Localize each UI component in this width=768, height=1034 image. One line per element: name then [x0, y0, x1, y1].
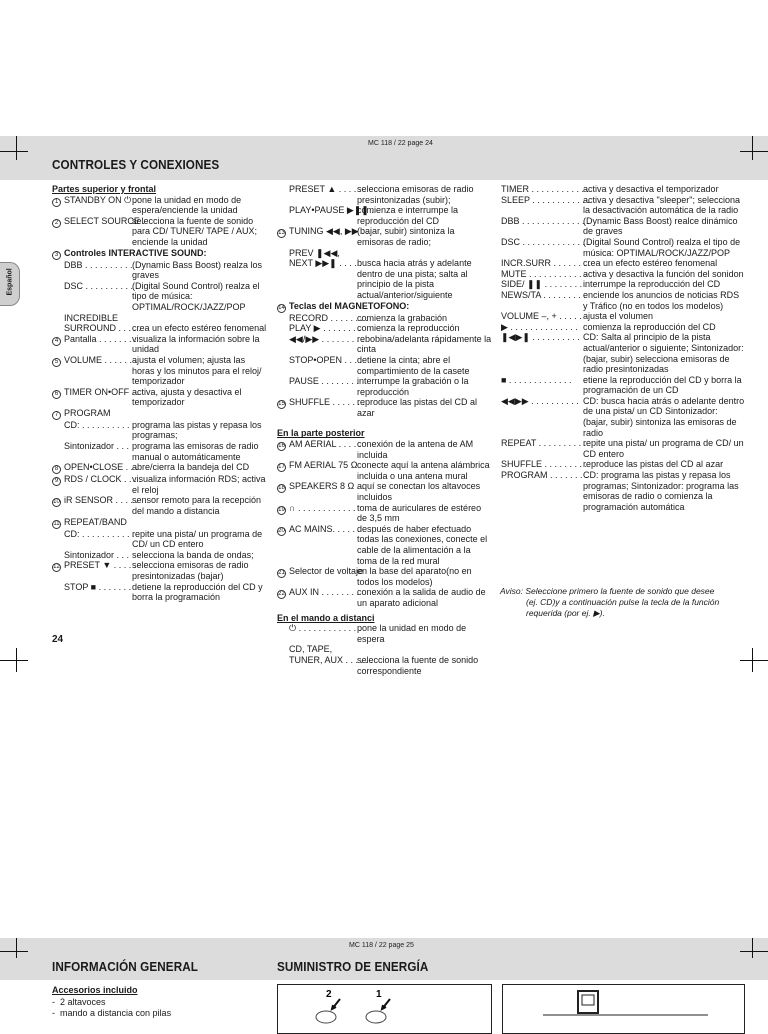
item-description: selecciona la fuente de sonido correspondiente	[357, 654, 479, 676]
item-description: CD: busca hacia atrás o adelante dentro de una pista/ un CD Sintonizador: (bajar, subir) sintoniza las emisoras de radio	[583, 395, 745, 438]
item-description: pone la unidad en modo de espera	[357, 623, 467, 644]
page-number: 24	[52, 634, 64, 645]
list-item	[501, 375, 745, 396]
list-item	[52, 387, 267, 408]
item-label: ■ . . . . . . . . . . . . .	[501, 374, 572, 385]
list-item	[501, 195, 745, 216]
notice-text: Aviso: Seleccione primero la fuente de sonido que desee (ej. CD)y a continuación pulse la tecla de la función requerida (por ej. ▶).	[500, 586, 720, 618]
item-label: PLAY ▶ . . . . . . . .	[289, 323, 361, 334]
list-item	[52, 355, 267, 387]
crop-mark	[0, 151, 28, 152]
item-number: 2	[52, 219, 61, 228]
item-number: 7	[52, 411, 61, 420]
item-description: repite una pista/ un programa de CD/ un CD entero	[132, 528, 263, 550]
battery-drawing	[278, 985, 493, 1025]
battery-icon	[316, 1011, 336, 1023]
item-number: 16	[278, 443, 285, 450]
item-label: AUX IN . . . . . . . .	[289, 587, 360, 598]
item-description: (Digital Sound Control) realza el tipo de música: OPTIMAL/ROCK/JAZZ/POP	[132, 280, 260, 312]
item-label: SHUFFLE . . . . . . .	[289, 397, 366, 408]
item-number: 21	[278, 570, 285, 577]
battery-icon	[366, 1011, 386, 1023]
crop-mark	[752, 938, 753, 958]
item-description: selecciona la fuente de sonido para CD/ TUNER/ TAPE / AUX; enciende la unidad	[132, 215, 258, 247]
item-label: SLEEP . . . . . . . . . . . .	[501, 194, 590, 205]
item-label: REPEAT/BAND	[64, 516, 127, 527]
list-item	[52, 441, 267, 462]
socket-icon	[578, 991, 598, 1013]
item-number: 15	[278, 401, 285, 408]
list-item	[52, 517, 267, 529]
item-label: PREV ❚◀◀,	[289, 247, 340, 258]
item-number: 5	[52, 358, 61, 367]
list-item	[52, 462, 267, 474]
item-label: OPEN•CLOSE . . .	[64, 462, 139, 473]
item-description: selecciona la banda de ondas;	[132, 549, 254, 560]
list-item	[501, 322, 745, 333]
item-description: toma de auriculares de estéreo de 3,5 mm	[357, 502, 482, 524]
list-item	[277, 623, 492, 644]
item-description: abre/cierra la bandeja del CD	[132, 462, 250, 473]
item-label: STANDBY ON ⏻ .	[64, 194, 137, 205]
item-description: activa y desactiva la función del sonidon	[583, 268, 744, 279]
item-label: SPEAKERS 8 Ω . .	[289, 481, 365, 492]
item-label: SHUFFLE . . . . . . . . .	[501, 459, 588, 470]
item-number: 11	[53, 520, 60, 527]
list-item	[277, 376, 492, 397]
item-label: SIDE/ ❚❚ . . . . . . . . .	[501, 279, 588, 290]
item-label: Selector de voltaje	[289, 566, 364, 577]
section-title: Partes superior y frontal	[52, 184, 157, 194]
battery-illustration	[277, 984, 492, 1034]
item-number: 14	[278, 304, 285, 311]
column-1	[52, 184, 267, 603]
item-description: conexión a la salida de audio de un aparato adicional	[357, 587, 486, 608]
item-label: DBB . . . . . . . . . . .	[64, 259, 138, 270]
list-item	[52, 334, 267, 355]
item-description: detiene la reproducción del CD y borra la programación	[132, 581, 263, 603]
list-item	[277, 184, 492, 205]
list-item	[501, 290, 745, 311]
list-item	[501, 438, 745, 459]
item-label: Controles INTERACTIVE SOUND:	[64, 247, 207, 258]
item-label: TIMER . . . . . . . . . . . .	[501, 184, 590, 194]
list-item	[52, 260, 267, 281]
item-description: programa las emisoras de radio manual o automáticamente	[132, 441, 259, 462]
item-description: sensor remoto para la recepción del mando a distancia	[132, 495, 262, 517]
item-description: conecte aquí la antena alámbrica incluida o una antena mural	[357, 460, 490, 481]
item-number: 13	[278, 230, 285, 237]
item-label: CD: . . . . . . . . . . .	[64, 419, 135, 430]
item-description: enciende los anuncios de noticias RDS y Tráfico (no en todos los modelos)	[583, 289, 740, 311]
item-label: DBB . . . . . . . . . . . . . .	[501, 215, 590, 226]
item-label: SURROUND . . . . .	[64, 323, 142, 334]
battery-label: 1	[376, 989, 382, 1000]
item-label: RDS / CLOCK . . . .	[64, 474, 142, 485]
item-description: crea un efecto estéreo fenomenal	[583, 258, 718, 269]
item-number: 1	[52, 198, 61, 207]
crop-mark	[16, 136, 17, 160]
item-description: (Dynamic Bass Boost) realce dinámico de graves	[583, 215, 738, 237]
crop-mark	[16, 938, 17, 958]
item-number: 12	[53, 564, 60, 571]
item-label: DSC . . . . . . . . . . . . . .	[501, 236, 591, 247]
item-label: STOP•OPEN . . . .	[289, 354, 363, 365]
list-item	[277, 355, 492, 376]
item-description: activa y desactiva "sleeper"; selecciona la desactivación automática de la radio	[583, 194, 740, 216]
item-label: ◀◀▶▶ . . . . . . . . . .	[501, 395, 579, 406]
list-item	[277, 248, 492, 259]
item-description: en la base del aparato(no en todos los modelos)	[357, 566, 472, 587]
list-item	[52, 550, 267, 561]
item-description: (bajar, subir) sintoniza la emisoras de radio;	[357, 226, 455, 247]
list-item	[52, 408, 267, 420]
list-item: - mando a distancia con pilas	[52, 1008, 172, 1018]
item-description: comienza e interrumpe la reproducción del CD	[357, 205, 459, 226]
accessories-list	[52, 985, 262, 1020]
crop-mark	[0, 660, 28, 661]
item-label: Teclas del MAGNETOFONO:	[289, 300, 410, 311]
item-description: activa y desactiva el temporizador	[583, 184, 719, 194]
list-item	[501, 258, 745, 269]
bottom-header-text: MC 118 / 22 page 25	[349, 942, 414, 949]
list-item	[52, 582, 267, 603]
item-number: 20	[278, 527, 285, 534]
item-description: programa las pistas y repasa los programas;	[132, 419, 262, 441]
item-label: ❚◀▶❚ . . . . . . . . . .	[501, 332, 580, 343]
item-label: PRESET ▲ . . . . . .	[289, 184, 367, 194]
list-item	[501, 237, 745, 258]
item-label: TIMER ON•OFF . .	[64, 386, 140, 397]
item-description: después de haber efectuado todas las conexiones, conecte el cable de la alimentación a la toma de la red mural	[357, 523, 488, 566]
crop-mark	[740, 151, 768, 152]
list-item	[277, 397, 492, 418]
item-label: NEXT ▶▶❚ . . . . .	[289, 258, 362, 269]
section-heading-general: INFORMACIÓN GENERAL	[52, 959, 199, 974]
list-item	[277, 323, 492, 334]
item-description: activa, ajusta y desactiva el temporizador	[132, 386, 242, 408]
section-title: En el mando a distanci	[277, 612, 375, 623]
item-label: TUNING ◀◀, ▶▶ . .	[289, 226, 369, 237]
crop-mark	[0, 951, 28, 952]
item-description: comienza la reproducción del CD	[583, 321, 716, 332]
item-number: 22	[278, 591, 285, 598]
list-item	[501, 279, 745, 290]
item-label: FM AERIAL 75 Ω	[289, 460, 358, 471]
item-description: ajusta el volumen	[583, 311, 654, 322]
item-number: 10	[53, 499, 60, 506]
item-label: SELECT SOURCE .	[64, 215, 145, 226]
list-item	[277, 524, 492, 566]
list-item	[277, 258, 492, 300]
item-label: REPEAT . . . . . . . . . .	[501, 438, 587, 449]
item-label: PRESET ▼ . . . . .	[64, 560, 137, 571]
item-label: TUNER, AUX . . . . . .	[289, 654, 374, 665]
list-item	[277, 205, 492, 226]
item-label: ⏻ . . . . . . . . . . . . .	[289, 623, 362, 634]
language-tab: Español	[0, 262, 20, 306]
device-drawing	[503, 985, 746, 1025]
list-item	[52, 323, 267, 334]
item-number: 6	[52, 390, 61, 399]
item-number: 8	[52, 465, 61, 474]
arrow-icon	[382, 999, 390, 1009]
item-label: PAUSE . . . . . . . .	[289, 376, 359, 387]
item-label: AC MAINS. . . . . .	[289, 523, 361, 534]
battery-label: 2	[326, 989, 332, 1000]
list-item	[277, 655, 492, 676]
list-item	[501, 470, 745, 512]
item-description: comienza la reproducción	[357, 323, 460, 334]
item-label: CD, TAPE,	[289, 644, 333, 655]
item-label: Sintonizador . . .	[64, 441, 130, 452]
item-label: MUTE . . . . . . . . . . . .	[501, 268, 587, 279]
item-description: reproduce las pistas del CD al azar	[583, 459, 724, 470]
top-header-text: MC 118 / 22 page 24	[368, 140, 433, 147]
list-item	[52, 420, 267, 441]
column-2	[277, 184, 492, 676]
list-item	[52, 495, 267, 516]
socket-inner-icon	[582, 995, 594, 1005]
list-item	[277, 503, 492, 524]
list-item	[277, 460, 492, 481]
list-item	[501, 216, 745, 237]
section-title: En la parte posterior	[277, 428, 365, 439]
item-label: PROGRAM	[64, 407, 111, 418]
list-item	[277, 587, 492, 608]
item-description: (Dynamic Bass Boost) realza los graves	[132, 259, 263, 281]
list-item	[501, 184, 745, 195]
item-label: ▶ . . . . . . . . . . . . . .	[501, 321, 578, 332]
item-label: PROGRAM . . . . . . . .	[501, 470, 588, 481]
list-item	[52, 216, 267, 248]
item-description: conexión de la antena de AM incluida	[357, 439, 474, 460]
item-label: Sintonizador . . .	[64, 549, 130, 560]
item-description: ajusta el volumen; ajusta las horas y los minutos para el reloj/ temporizador	[132, 354, 262, 387]
list-item	[52, 281, 267, 313]
item-description: busca hacia atrás y adelante dentro de una pista; salta al principio de la pista actual/anterior/siguiente	[357, 258, 472, 300]
item-number: 19	[278, 506, 285, 513]
item-label: iR SENSOR . . . . .	[64, 495, 139, 506]
item-description: repite una pista/ un programa de CD/ un CD entero	[583, 438, 744, 459]
list-item	[52, 474, 267, 495]
list-item	[277, 334, 492, 355]
item-description: crea un efecto estéreo fenomenal	[132, 323, 267, 334]
item-label: Pantalla . . . . . . . .	[64, 333, 137, 344]
item-number: 9	[52, 477, 61, 486]
item-description: CD: Salta al principio de la pista actual/anterior o siguiente; Sintonizador: (bajar, subir) selecciona emisoras de radio presintonizadas	[583, 332, 744, 375]
item-label: VOLUME –, + . . . . .	[501, 311, 582, 322]
item-description: comienza la grabación	[357, 312, 448, 323]
item-description: visualiza información RDS; activa el reloj	[132, 474, 266, 495]
item-label: CD: . . . . . . . . . . .	[64, 528, 135, 539]
list-item	[277, 644, 492, 655]
list-item	[277, 566, 492, 587]
item-number: 3	[52, 251, 61, 260]
item-description: interrumpe la reproducción del CD	[583, 279, 721, 290]
list-item	[501, 332, 745, 374]
list-item	[277, 313, 492, 324]
list-item	[277, 226, 492, 247]
list-item	[52, 560, 267, 581]
item-description: interrumpe la grabación o la reproducción	[357, 376, 469, 397]
list-item: - 2 altavoces	[52, 996, 106, 1007]
section-heading-power: SUMINISTRO DE ENERGÍA	[277, 959, 429, 974]
item-label: PLAY•PAUSE ▶❚❚ .	[289, 205, 374, 216]
list-item	[52, 529, 267, 550]
item-description: (Digital Sound Control) realza el tipo de música: OPTIMAL/ROCK/JAZZ/POP	[583, 236, 741, 258]
accessories-title: Accesorios incluido	[52, 985, 138, 995]
list-item	[277, 301, 492, 313]
item-label: ◀◀/▶▶ . . . . . . . . .	[289, 333, 365, 344]
item-description: pone la unidad en modo de espera/enciende la unidad	[132, 194, 242, 216]
item-label: RECORD . . . . . . . .	[289, 312, 369, 323]
device-illustration	[502, 984, 745, 1034]
item-label: INCR.SURR . . . . . . . .	[501, 258, 592, 269]
item-number: 18	[278, 485, 285, 492]
item-description: selecciona emisoras de radio presintonizadas (bajar)	[132, 560, 249, 581]
list-item	[52, 195, 267, 216]
list-item	[52, 248, 267, 260]
list-item	[277, 481, 492, 502]
item-description: visualiza la información sobre la unidad	[132, 333, 260, 355]
list-item	[52, 313, 267, 324]
item-label: INCREDIBLE	[64, 312, 119, 323]
item-label: VOLUME . . . . . . .	[64, 354, 138, 365]
item-label: NEWS/TA . . . . . . . . .	[501, 289, 586, 300]
item-description: selecciona emisoras de radio presintonizadas (subir);	[357, 184, 474, 205]
list-item	[501, 396, 745, 438]
item-description: reproduce las pistas del CD al azar	[357, 397, 478, 418]
list-item	[501, 459, 745, 470]
crop-mark	[740, 951, 768, 952]
list-item	[501, 269, 745, 280]
arrow-icon	[332, 999, 340, 1009]
list-item	[277, 439, 492, 460]
item-number: 4	[52, 337, 61, 346]
item-description: rebobina/adelanta rápidamente la cinta	[357, 333, 492, 355]
crop-mark	[752, 136, 753, 160]
list-item	[501, 311, 745, 322]
item-label: AM AERIAL . . . . .	[289, 439, 362, 450]
crop-mark	[740, 660, 768, 661]
item-description: detiene la cinta; abre el compartimiento de la casete	[357, 354, 470, 376]
column-3	[501, 184, 745, 512]
item-description: etiene la reproducción del CD y borra la programación de un CD	[583, 374, 742, 396]
item-label: DSC . . . . . . . . . . .	[64, 280, 139, 291]
item-label: STOP ■ . . . . . . .	[64, 581, 132, 592]
item-number: 17	[278, 464, 285, 471]
page-title: CONTROLES Y CONEXIONES	[52, 157, 220, 172]
item-description: aquí se conectan los altavoces incluidos	[357, 481, 481, 503]
item-description: CD: programa las pistas y repasa los programas; Sintonizador: programa las emisoras de radio o comienza la programación automática	[583, 470, 739, 512]
item-label: ∩ . . . . . . . . . . . .	[289, 502, 356, 513]
